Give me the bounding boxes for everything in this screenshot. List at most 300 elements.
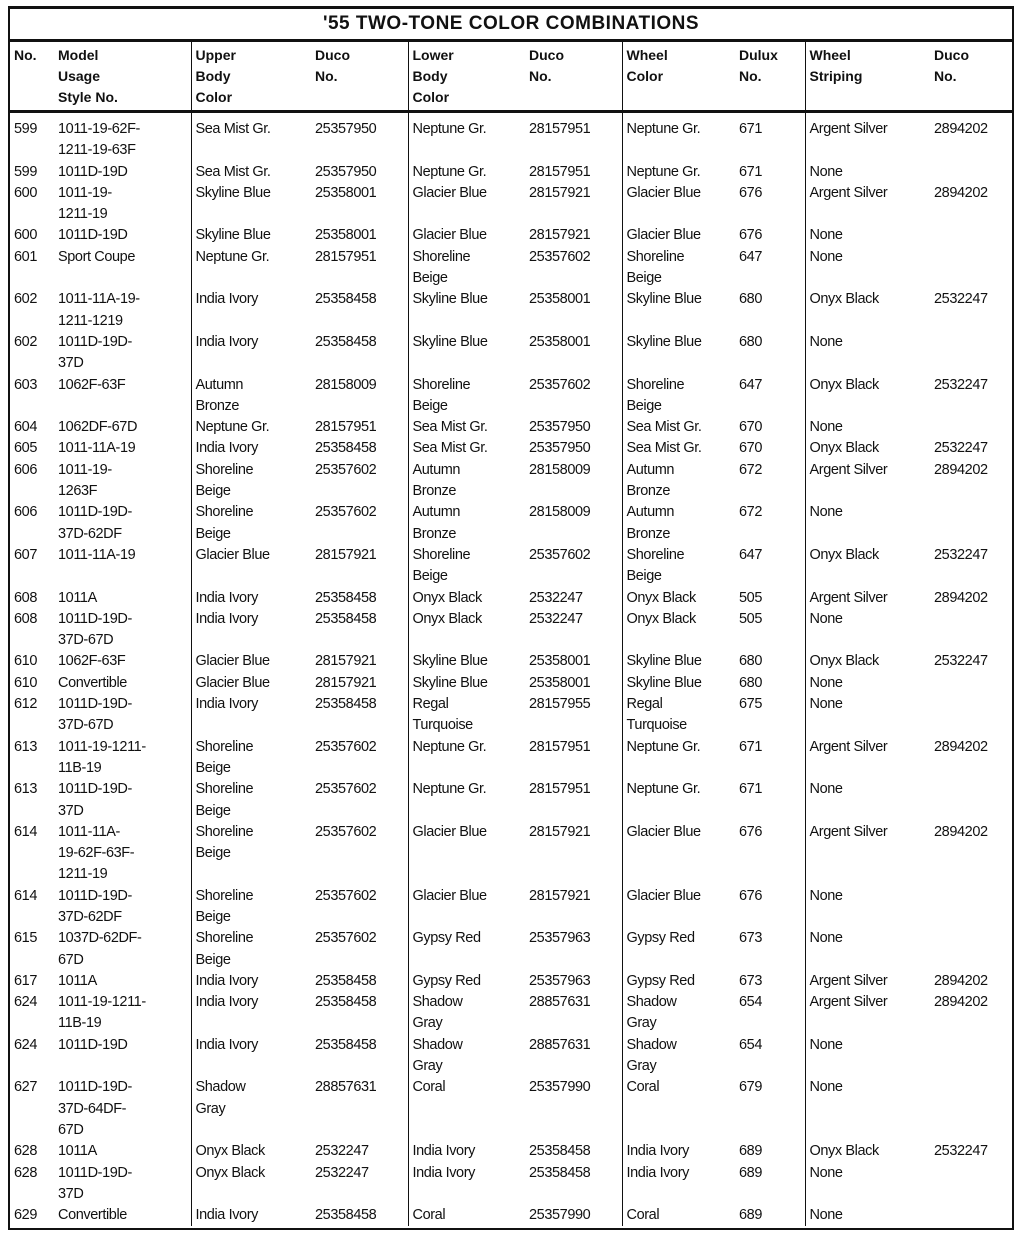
cell-wheel-striping: Onyx Black (809, 1143, 879, 1160)
cell-upper-body-color: India Ivory (195, 696, 258, 713)
cell-wheel-color: Neptune Gr. (626, 163, 701, 180)
cell-striping-duco-no: 2894202 (934, 184, 988, 201)
cell-lower-body-color: Neptune Gr. (412, 738, 487, 755)
cell-striping-duco-no (930, 225, 1012, 246)
cell-model-usage-style-no: 1011D-19D- 37D (54, 1163, 191, 1206)
cell-striping-duco-no (930, 1035, 1012, 1078)
cell-wheel-color: Onyx Black (626, 610, 696, 627)
cell-upper-body-color: Sea Mist Gr. (195, 121, 271, 137)
cell-lower-duco-no: 28157921 (525, 183, 622, 226)
cell-striping-duco-no (930, 1163, 1012, 1206)
cell-no: 607 (14, 546, 37, 563)
cell-upper-duco-no: 25358001 (311, 225, 408, 246)
cell-dulux-no: 673 (735, 928, 805, 971)
cell-no: 628 (14, 1143, 37, 1160)
column-header-dulux-no: Dulux No. (735, 42, 805, 112)
cell-lower-body-color: Onyx Black (412, 589, 482, 606)
cell-dulux-no: 671 (735, 737, 805, 780)
column-header-striping-duco-no: Duco No. (930, 42, 1012, 112)
table-row (10, 438, 1012, 459)
cell-striping-duco-no: 2532247 (934, 376, 988, 393)
cell-wheel-striping: None (809, 163, 843, 180)
cell-wheel-striping: None (809, 504, 843, 521)
cell-wheel-color: India Ivory (626, 1143, 689, 1160)
cell-striping-duco-no (930, 502, 1012, 545)
cell-lower-body-color: India Ivory (412, 1143, 475, 1160)
cell-lower-duco-no: 28157955 (525, 694, 622, 737)
cell-upper-body-color: Shadow Gray (195, 1079, 246, 1117)
cell-dulux-no: 505 (735, 588, 805, 609)
table-row (10, 225, 1012, 246)
cell-dulux-no: 689 (735, 1163, 805, 1206)
cell-lower-duco-no: 25357990 (525, 1205, 622, 1226)
cell-lower-body-color: Sea Mist Gr. (412, 440, 488, 457)
cell-upper-duco-no: 25357950 (311, 112, 408, 162)
table-row (10, 1163, 1012, 1206)
table-row (10, 247, 1012, 290)
cell-upper-duco-no: 28157951 (311, 247, 408, 290)
cell-wheel-striping: None (809, 1036, 843, 1053)
cell-upper-body-color: India Ivory (195, 994, 258, 1011)
cell-upper-duco-no: 25358458 (311, 609, 408, 652)
cell-upper-body-color: Shoreline Beige (195, 887, 254, 925)
cell-wheel-striping: None (809, 227, 843, 244)
cell-model-usage-style-no: 1062F-63F (54, 375, 191, 418)
cell-upper-duco-no: 28158009 (311, 375, 408, 418)
cell-upper-duco-no: 28157921 (311, 673, 408, 694)
cell-no: 600 (14, 184, 37, 201)
cell-lower-duco-no: 25357990 (525, 1077, 622, 1141)
cell-no: 617 (14, 972, 37, 989)
cell-model-usage-style-no: Convertible (54, 1205, 191, 1226)
cell-wheel-color: Neptune Gr. (626, 781, 701, 798)
cell-upper-duco-no: 25357602 (311, 502, 408, 545)
cell-dulux-no: 676 (735, 822, 805, 886)
cell-upper-body-color: India Ivory (195, 440, 258, 457)
cell-upper-duco-no: 25358458 (311, 438, 408, 459)
cell-model-usage-style-no: 1011-19-62F- 1211-19-63F (54, 112, 191, 162)
cell-upper-duco-no: 25358458 (311, 332, 408, 375)
cell-lower-body-color: Autumn Bronze (412, 461, 461, 500)
table-row (10, 928, 1012, 971)
cell-upper-duco-no: 25358001 (311, 183, 408, 226)
cell-upper-duco-no: 25358458 (311, 694, 408, 737)
table-row (10, 460, 1012, 503)
cell-lower-duco-no: 25358001 (525, 651, 622, 672)
table-row (10, 694, 1012, 737)
cell-wheel-striping: Onyx Black (809, 440, 879, 457)
table-row (10, 651, 1012, 672)
cell-lower-body-color: Coral (412, 1207, 446, 1224)
cell-lower-body-color: Neptune Gr. (412, 781, 487, 798)
cell-striping-duco-no (930, 417, 1012, 438)
cell-striping-duco-no: 2532247 (934, 653, 988, 670)
cell-lower-duco-no: 25357602 (525, 247, 622, 290)
cell-upper-body-color: Shoreline Beige (195, 461, 254, 500)
cell-wheel-striping: Onyx Black (809, 376, 879, 393)
cell-model-usage-style-no: 1011-19-1211- 11B-19 (54, 992, 191, 1035)
table-row (10, 545, 1012, 588)
cell-wheel-striping: None (809, 887, 843, 904)
cell-lower-duco-no: 25357950 (525, 417, 622, 438)
cell-lower-body-color: Shadow Gray (412, 994, 463, 1032)
cell-striping-duco-no (930, 332, 1012, 375)
cell-model-usage-style-no: 1011-11A-19 (54, 438, 191, 459)
cell-wheel-striping: Argent Silver (809, 461, 888, 478)
cell-no: 610 (14, 674, 37, 691)
cell-dulux-no: 676 (735, 225, 805, 246)
cell-wheel-striping: None (809, 1079, 843, 1096)
cell-lower-duco-no: 25358001 (525, 332, 622, 375)
cell-wheel-striping: None (809, 248, 843, 265)
cell-striping-duco-no: 2894202 (934, 994, 988, 1011)
cell-lower-duco-no: 25358001 (525, 673, 622, 694)
cell-wheel-striping: Onyx Black (809, 653, 879, 670)
table-row (10, 417, 1012, 438)
cell-dulux-no: 679 (735, 1077, 805, 1141)
cell-no: 602 (14, 333, 37, 350)
header-row (10, 42, 1012, 112)
table-row (10, 502, 1012, 545)
cell-upper-body-color: Neptune Gr. (195, 248, 270, 265)
cell-wheel-striping: Onyx Black (809, 291, 879, 308)
cell-model-usage-style-no: 1011D-19D (54, 1035, 191, 1078)
cell-lower-body-color: Coral (412, 1079, 446, 1096)
cell-upper-body-color: India Ivory (195, 1036, 258, 1053)
cell-model-usage-style-no: 1011D-19D- 37D (54, 332, 191, 375)
cell-striping-duco-no (930, 609, 1012, 652)
cell-no: 606 (14, 461, 37, 478)
cell-no: 608 (14, 589, 37, 606)
cell-striping-duco-no: 2532247 (934, 546, 988, 563)
cell-upper-duco-no: 28157951 (311, 417, 408, 438)
cell-no: 600 (14, 227, 37, 244)
cell-no: 606 (14, 504, 37, 521)
cell-lower-body-color: Skyline Blue (412, 674, 488, 691)
cell-wheel-color: Shadow Gray (626, 994, 677, 1032)
cell-no: 599 (14, 163, 37, 180)
cell-wheel-color: Coral (626, 1079, 660, 1096)
cell-wheel-striping: None (809, 1207, 843, 1224)
cell-dulux-no: 680 (735, 332, 805, 375)
cell-upper-duco-no: 28857631 (311, 1077, 408, 1141)
cell-striping-duco-no (930, 928, 1012, 971)
cell-lower-duco-no: 25358001 (525, 289, 622, 332)
cell-lower-duco-no: 2532247 (525, 588, 622, 609)
cell-upper-body-color: India Ivory (195, 972, 258, 989)
cell-wheel-striping: None (809, 674, 843, 691)
table-row (10, 588, 1012, 609)
cell-upper-duco-no: 25357602 (311, 928, 408, 971)
cell-dulux-no: 680 (735, 673, 805, 694)
color-combinations-table (10, 42, 1012, 1226)
cell-striping-duco-no (930, 1205, 1012, 1226)
cell-lower-duco-no: 28857631 (525, 992, 622, 1035)
cell-no: 624 (14, 1036, 37, 1053)
table-row (10, 332, 1012, 375)
color-combinations-table-frame (8, 6, 1014, 1230)
cell-wheel-color: Neptune Gr. (626, 738, 701, 755)
cell-wheel-color: India Ivory (626, 1164, 689, 1181)
cell-striping-duco-no (930, 162, 1012, 183)
cell-upper-duco-no: 25357950 (311, 162, 408, 183)
cell-wheel-color: Shadow Gray (626, 1036, 677, 1075)
column-header-wheel-color: Wheel Color (622, 42, 735, 112)
cell-lower-body-color: Shoreline Beige (412, 248, 471, 287)
cell-dulux-no: 672 (735, 460, 805, 503)
cell-wheel-striping: Argent Silver (809, 589, 888, 606)
cell-dulux-no: 671 (735, 162, 805, 183)
table-row (10, 1077, 1012, 1141)
cell-lower-duco-no: 28157921 (525, 225, 622, 246)
cell-wheel-color: Skyline Blue (626, 653, 702, 670)
cell-wheel-color: Regal Turquoise (626, 696, 687, 734)
cell-model-usage-style-no: 1011D-19D (54, 162, 191, 183)
cell-wheel-color: Shoreline Beige (626, 376, 685, 414)
cell-striping-duco-no: 2894202 (934, 589, 988, 606)
column-header-lower-body-color: Lower Body Color (408, 42, 525, 112)
cell-lower-duco-no: 28158009 (525, 502, 622, 545)
cell-lower-duco-no: 25358458 (525, 1141, 622, 1162)
cell-model-usage-style-no: Sport Coupe (54, 247, 191, 290)
cell-dulux-no: 654 (735, 1035, 805, 1078)
cell-upper-body-color: Onyx Black (195, 1164, 265, 1181)
cell-model-usage-style-no: 1011-19- 1263F (54, 460, 191, 503)
cell-upper-body-color: Neptune Gr. (195, 419, 270, 436)
cell-upper-duco-no: 25357602 (311, 460, 408, 503)
cell-wheel-color: Glacier Blue (626, 227, 701, 244)
cell-upper-body-color: India Ivory (195, 589, 258, 606)
cell-wheel-striping: None (809, 930, 843, 947)
cell-upper-body-color: Skyline Blue (195, 184, 271, 201)
table-row (10, 992, 1012, 1035)
cell-dulux-no: 647 (735, 375, 805, 418)
cell-model-usage-style-no: 1011D-19D (54, 225, 191, 246)
cell-striping-duco-no (930, 886, 1012, 929)
cell-lower-duco-no: 25357963 (525, 971, 622, 992)
cell-wheel-color: Gypsy Red (626, 972, 695, 989)
cell-wheel-color: Coral (626, 1207, 660, 1224)
cell-dulux-no: 676 (735, 183, 805, 226)
cell-striping-duco-no: 2532247 (934, 1143, 988, 1160)
cell-wheel-color: Skyline Blue (626, 291, 702, 308)
cell-model-usage-style-no: 1011D-19D- 37D-64DF- 67D (54, 1077, 191, 1141)
cell-upper-body-color: Skyline Blue (195, 227, 271, 244)
cell-no: 613 (14, 738, 37, 755)
cell-lower-duco-no: 28157951 (525, 162, 622, 183)
table-row (10, 886, 1012, 929)
table-row (10, 162, 1012, 183)
cell-lower-duco-no: 25358458 (525, 1163, 622, 1206)
cell-no: 612 (14, 696, 37, 713)
cell-lower-body-color: India Ivory (412, 1164, 475, 1181)
cell-lower-body-color: Glacier Blue (412, 887, 487, 904)
cell-wheel-striping: None (809, 333, 843, 350)
cell-upper-duco-no: 25358458 (311, 1205, 408, 1226)
cell-dulux-no: 647 (735, 545, 805, 588)
cell-wheel-color: Glacier Blue (626, 823, 701, 840)
cell-no: 599 (14, 121, 37, 137)
table-row (10, 375, 1012, 418)
cell-striping-duco-no: 2894202 (934, 823, 988, 840)
cell-upper-body-color: Sea Mist Gr. (195, 163, 271, 180)
cell-lower-duco-no: 2532247 (525, 609, 622, 652)
cell-dulux-no: 505 (735, 609, 805, 652)
cell-dulux-no: 676 (735, 886, 805, 929)
cell-upper-duco-no: 25358458 (311, 992, 408, 1035)
table-row (10, 1035, 1012, 1078)
table-row (10, 673, 1012, 694)
cell-lower-body-color: Shoreline Beige (412, 546, 471, 585)
cell-striping-duco-no (930, 779, 1012, 822)
cell-model-usage-style-no: 1011-11A- 19-62F-63F- 1211-19 (54, 822, 191, 886)
cell-dulux-no: 670 (735, 438, 805, 459)
cell-wheel-color: Sea Mist Gr. (626, 419, 702, 436)
cell-upper-body-color: India Ivory (195, 610, 258, 627)
table-title: '55 TWO-TONE COLOR COMBINATIONS (10, 9, 1012, 42)
cell-model-usage-style-no: 1011D-19D- 37D (54, 779, 191, 822)
cell-no: 613 (14, 781, 37, 798)
column-header-no: No. (10, 42, 54, 112)
cell-upper-body-color: Glacier Blue (195, 653, 270, 670)
cell-lower-body-color: Skyline Blue (412, 291, 488, 308)
cell-lower-body-color: Glacier Blue (412, 227, 487, 244)
cell-no: 601 (14, 248, 37, 265)
cell-upper-duco-no: 25358458 (311, 289, 408, 332)
cell-upper-body-color: Shoreline Beige (195, 823, 254, 862)
cell-model-usage-style-no: 1011D-19D- 37D-62DF (54, 502, 191, 545)
cell-striping-duco-no (930, 694, 1012, 737)
cell-upper-body-color: Glacier Blue (195, 546, 270, 563)
cell-no: 624 (14, 994, 37, 1011)
cell-dulux-no: 671 (735, 779, 805, 822)
cell-upper-body-color: Shoreline Beige (195, 738, 254, 776)
cell-lower-body-color: Glacier Blue (412, 184, 487, 201)
cell-striping-duco-no (930, 673, 1012, 694)
table-row (10, 609, 1012, 652)
cell-no: 604 (14, 419, 37, 436)
cell-striping-duco-no: 2894202 (934, 972, 988, 989)
cell-upper-duco-no: 25357602 (311, 822, 408, 886)
table-row (10, 822, 1012, 886)
cell-lower-body-color: Neptune Gr. (412, 163, 487, 180)
cell-lower-body-color: Sea Mist Gr. (412, 419, 488, 436)
cell-striping-duco-no: 2532247 (934, 440, 988, 457)
table-row (10, 737, 1012, 780)
cell-dulux-no: 689 (735, 1141, 805, 1162)
cell-upper-duco-no: 25358458 (311, 1035, 408, 1078)
cell-lower-body-color: Skyline Blue (412, 333, 488, 350)
cell-upper-duco-no: 28157921 (311, 545, 408, 588)
cell-upper-duco-no: 25357602 (311, 737, 408, 780)
cell-model-usage-style-no: 1062F-63F (54, 651, 191, 672)
cell-no: 615 (14, 930, 37, 947)
column-header-upper-duco-no: Duco No. (311, 42, 408, 112)
cell-wheel-striping: None (809, 419, 843, 436)
cell-lower-duco-no: 28157921 (525, 886, 622, 929)
cell-striping-duco-no: 2894202 (934, 461, 988, 478)
cell-no: 627 (14, 1079, 37, 1096)
cell-upper-duco-no: 28157921 (311, 651, 408, 672)
cell-no: 605 (14, 440, 37, 457)
cell-model-usage-style-no: Convertible (54, 673, 191, 694)
cell-wheel-striping: Argent Silver (809, 823, 888, 840)
cell-wheel-striping: None (809, 610, 843, 627)
cell-striping-duco-no: 2894202 (934, 738, 988, 755)
cell-no: 614 (14, 823, 37, 840)
cell-dulux-no: 654 (735, 992, 805, 1035)
cell-upper-body-color: India Ivory (195, 333, 258, 350)
cell-no: 610 (14, 653, 37, 670)
cell-upper-body-color: Glacier Blue (195, 674, 270, 691)
cell-model-usage-style-no: 1011-11A-19 (54, 545, 191, 588)
cell-model-usage-style-no: 1011A (54, 971, 191, 992)
cell-upper-duco-no: 25358458 (311, 971, 408, 992)
cell-lower-duco-no: 28157921 (525, 822, 622, 886)
cell-striping-duco-no (930, 247, 1012, 290)
cell-upper-duco-no: 2532247 (311, 1141, 408, 1162)
cell-lower-duco-no: 28157951 (525, 737, 622, 780)
cell-lower-body-color: Skyline Blue (412, 653, 488, 670)
table-row (10, 1205, 1012, 1226)
cell-wheel-color: Glacier Blue (626, 887, 701, 904)
cell-upper-body-color: India Ivory (195, 1207, 258, 1224)
cell-wheel-striping: None (809, 696, 843, 713)
cell-striping-duco-no: 2894202 (934, 121, 988, 137)
cell-upper-body-color: Onyx Black (195, 1143, 265, 1160)
cell-dulux-no: 672 (735, 502, 805, 545)
column-header-lower-duco-no: Duco No. (525, 42, 622, 112)
cell-wheel-striping: None (809, 781, 843, 798)
cell-wheel-color: Gypsy Red (626, 930, 695, 947)
cell-lower-body-color: Glacier Blue (412, 823, 487, 840)
cell-lower-body-color: Autumn Bronze (412, 504, 461, 542)
table-row (10, 112, 1012, 162)
cell-lower-duco-no: 25357602 (525, 375, 622, 418)
cell-upper-duco-no: 2532247 (311, 1163, 408, 1206)
cell-lower-duco-no: 25357963 (525, 928, 622, 971)
cell-dulux-no: 673 (735, 971, 805, 992)
cell-lower-body-color: Gypsy Red (412, 972, 481, 989)
cell-lower-duco-no: 28158009 (525, 460, 622, 503)
cell-upper-duco-no: 25357602 (311, 779, 408, 822)
cell-wheel-striping: Argent Silver (809, 994, 888, 1011)
column-header-upper-body-color: Upper Body Color (191, 42, 311, 112)
cell-lower-duco-no: 28157951 (525, 779, 622, 822)
cell-lower-duco-no: 28857631 (525, 1035, 622, 1078)
cell-dulux-no: 670 (735, 417, 805, 438)
cell-lower-body-color: Gypsy Red (412, 930, 481, 947)
cell-wheel-color: Glacier Blue (626, 184, 701, 201)
cell-wheel-color: Sea Mist Gr. (626, 440, 702, 457)
cell-wheel-striping: Argent Silver (809, 184, 888, 201)
cell-no: 602 (14, 291, 37, 308)
cell-lower-body-color: Regal Turquoise (412, 696, 473, 734)
cell-upper-body-color: Shoreline Beige (195, 930, 254, 968)
table-row (10, 779, 1012, 822)
cell-no: 603 (14, 376, 37, 393)
cell-model-usage-style-no: 1011D-19D- 37D-67D (54, 609, 191, 652)
cell-dulux-no: 680 (735, 651, 805, 672)
cell-lower-body-color: Shadow Gray (412, 1036, 463, 1075)
cell-dulux-no: 671 (735, 112, 805, 162)
cell-no: 628 (14, 1164, 37, 1181)
cell-dulux-no: 680 (735, 289, 805, 332)
cell-striping-duco-no (930, 1077, 1012, 1141)
cell-model-usage-style-no: 1011-19-1211- 11B-19 (54, 737, 191, 780)
cell-upper-body-color: India Ivory (195, 291, 258, 308)
cell-wheel-striping: Argent Silver (809, 738, 888, 755)
